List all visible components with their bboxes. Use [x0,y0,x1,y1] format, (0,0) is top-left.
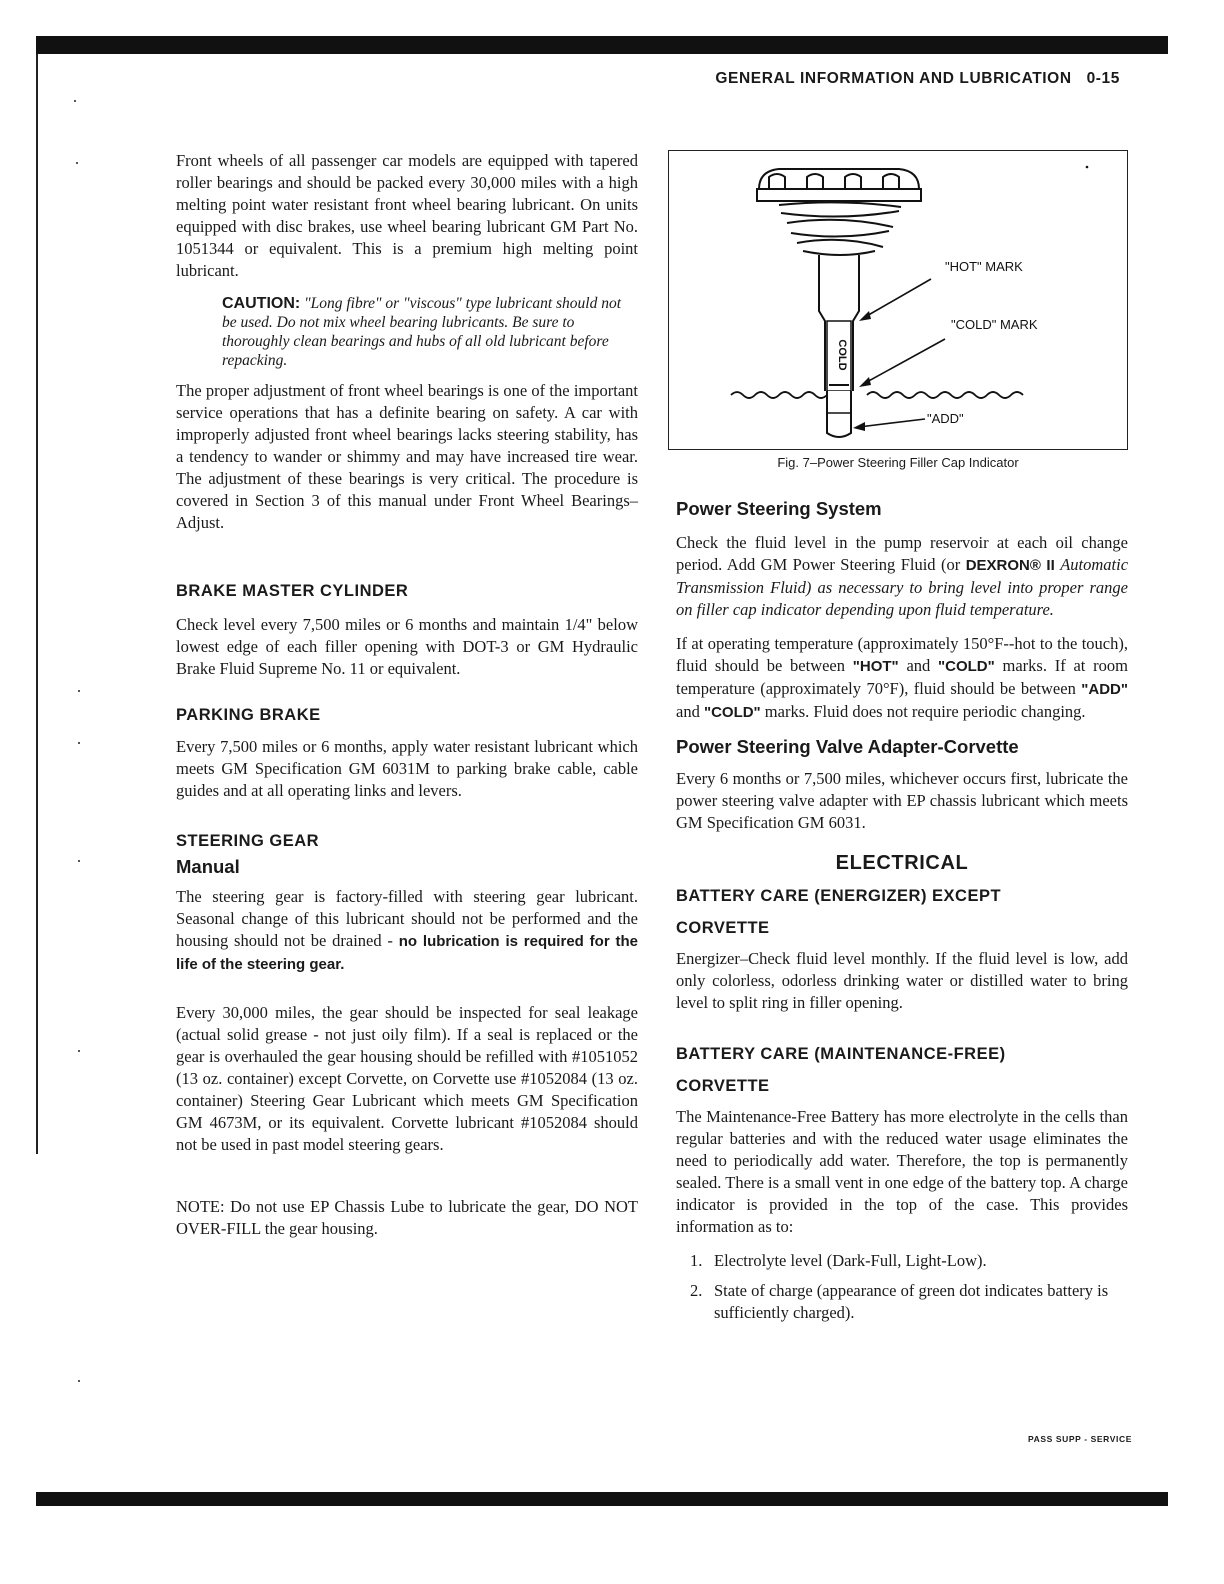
scan-speck [1086,166,1089,169]
top-border-bar [36,36,1168,54]
filler-cap-illustration [669,151,1126,448]
valve-adapter-heading: Power Steering Valve Adapter-Corvette [676,736,1019,757]
and-text-2: and [676,702,700,721]
add-keyword: "ADD" [1081,681,1128,698]
brake-master-cylinder-heading: BRAKE MASTER CYLINDER [176,582,409,600]
manual-paragraph [176,886,638,976]
cap-spring [779,202,901,255]
cold-leader-line [865,339,945,383]
ps-text-2: Automatic Transmission Fluid) as necessary to bring level into proper range on filler cap indicator depending upon fluid temperature. [676,555,1129,619]
caution-block [222,294,638,370]
caution-label: CAUTION: [222,295,301,312]
scan-speck [78,742,80,744]
hot-arrowhead [859,311,871,321]
right-column [676,498,1128,1332]
cold-mark-label: "COLD" MARK [951,317,1038,332]
list-item-text: Electrolyte level (Dark-Full, Light-Low). [714,1251,987,1270]
valve-adapter-text: Every 6 months or 7,500 miles, whichever occurs first, lubricate the power steering valve adapter with EP chassis lubricant which meets GM Specification GM 6031. [676,769,1128,832]
page-number: 0-15 [1086,70,1120,87]
scan-speck [74,100,76,102]
wheel-bearing-paragraph: Front wheels of all passenger car models are equipped with tapered roller bearings and should be packed every 30,000 miles with a high melting point water resistant front wheel bearing lubricant. On units equipped with disc brakes, use wheel bearing lubricant GM Part No. 1051344 or equivalent. This is a premium high melting point lubricant. [176,151,638,280]
filler-cap-rim [757,189,921,201]
left-margin-rule [36,54,38,1154]
temp-text-2: marks. If at room temperature (approximately 70°F), fluid should be between [676,656,1128,698]
manual-subheading: Manual [176,856,240,877]
running-head-title: GENERAL INFORMATION AND LUBRICATION [715,70,1072,87]
electrical-heading: ELECTRICAL [835,852,969,874]
running-head [715,70,1120,88]
dipstick-tip [827,391,851,437]
list-item-number: 2. [690,1281,703,1300]
note-paragraph: NOTE: Do not use EP Chassis Lube to lubricate the gear, DO NOT OVER-FILL the gear housing. [176,1197,638,1238]
parking-brake-text: Every 7,500 miles or 6 months, apply water resistant lubricant which meets GM Specification GM 6031M to parking brake cable, cable guides and at all operating links and levers. [176,737,638,800]
temperature-paragraph [676,633,1128,724]
battery-energizer-text: Energizer–Check fluid level monthly. If the fluid level is low, add only colorless, odorless drinking water or distilled water to bring level to split ring in filler opening. [676,949,1128,1012]
caution-text: "Long fibre" or "viscous" type lubricant should not be used. Do not mix wheel bearing lubricants. Be sure to thoroughly clean bearings and hubs of all old lubricant before repacking. [222,295,622,369]
left-column [176,150,638,1252]
add-mark-label: "ADD" [927,411,964,426]
hot-leader-line [865,279,931,317]
and-text-1: and [906,656,931,675]
scan-speck [78,1380,80,1382]
manual-bold-text: no lubrication is required for the life of the steering gear. [176,933,639,973]
adjustment-paragraph: The proper adjustment of front wheel bearings is one of the important service operations that has a definite bearing on safety. A car with improperly adjusted front wheel bearings lacks steering stability, has a tendency to wander or shimmy and may have increased tire wear. The adjustment of these bearings is very critical. The procedure is covered in Section 3 of this manual under Front Wheel Bearings–Adjust. [176,381,638,532]
scan-speck [78,860,80,862]
scan-speck [76,162,78,164]
battery-energizer-heading [676,880,1128,944]
battery-mf-heading-line-2: CORVETTE [676,1077,770,1095]
list-item [676,1250,1128,1272]
battery-mf-heading-line-1: BATTERY CARE (MAINTENANCE-FREE) [676,1045,1006,1063]
battery-energizer-heading-line-1: BATTERY CARE (ENERGIZER) EXCEPT [676,887,1002,905]
hot-mark-label: "HOT" MARK [945,259,1023,274]
fluid-surface-waves [731,392,1023,398]
power-steering-paragraph [676,532,1128,621]
footer-mark: PASS SUPP - SERVICE [1028,1434,1132,1444]
power-steering-heading: Power Steering System [676,498,882,519]
ps-text-1: Check the fluid level in the pump reservoir at each oil change period. Add GM Power Steering Fluid (or [676,533,1128,574]
bottom-border-bar [36,1492,1168,1506]
hot-keyword: "HOT" [852,658,899,675]
temp-text-3: marks. Fluid does not require periodic changing. [764,702,1086,721]
add-leader-line [859,419,925,427]
cold-arrowhead [859,377,871,387]
list-item-text: State of charge (appearance of green dot indicates battery is sufficiently charged). [714,1281,1109,1322]
cold-keyword-1: "COLD" [938,658,995,675]
figure-frame [668,150,1128,450]
list-item-number: 1. [690,1251,703,1270]
add-arrowhead [853,422,865,431]
temp-text-1: If at operating temperature (approximately 150°F--hot to the touch), fluid should be between [676,634,1128,675]
parking-brake-heading: PARKING BRAKE [176,706,321,724]
list-item [676,1280,1128,1324]
battery-energizer-heading-line-2: CORVETTE [676,919,770,937]
brake-master-cylinder-text: Check level every 7,500 miles or 6 months and maintain 1/4" below lowest edge of each filler opening with DOT-3 or GM Hydraulic Brake Fluid Supreme No. 11 or equivalent. [176,615,638,678]
battery-mf-heading [676,1038,1128,1102]
inspection-paragraph: Every 30,000 miles, the gear should be inspected for seal leakage (actual solid grease - not just oily film). If a seal is replaced or the gear is overhauled the gear housing should be refilled with #1051052 (13 oz. container) except Corvette, on Corvette use #1052084 (13 oz. container) Steering Gear Lubricant which meets GM Specification GM 4673M, or its equivalent. Corvette lubricant #1052084 should not be used in past model steering gears. [176,1003,638,1154]
dexron-text: DEXRON® II [965,557,1055,574]
scan-speck [78,690,80,692]
figure-caption: Fig. 7–Power Steering Filler Cap Indicator [777,455,1019,470]
dipstick-cold-label: COLD [836,339,848,371]
manual-text: The steering gear is factory-filled with steering gear lubricant. Seasonal change of this lubricant should not be performed and the housing should not be drained - [176,887,638,950]
filler-cap-top [759,169,919,189]
cold-keyword-2: "COLD" [703,704,761,721]
battery-info-list [676,1250,1128,1324]
battery-mf-text: The Maintenance-Free Battery has more electrolyte in the cells than regular batteries and with the reduced water usage eliminates the need to periodically add water. Therefore, the top is permanently sealed. There is a small vent in one edge of the battery top. A charge indicator is provided in the top of the case. This provides information as to: [676,1107,1128,1236]
steering-gear-heading: STEERING GEAR [176,832,320,850]
scan-speck [78,1050,80,1052]
